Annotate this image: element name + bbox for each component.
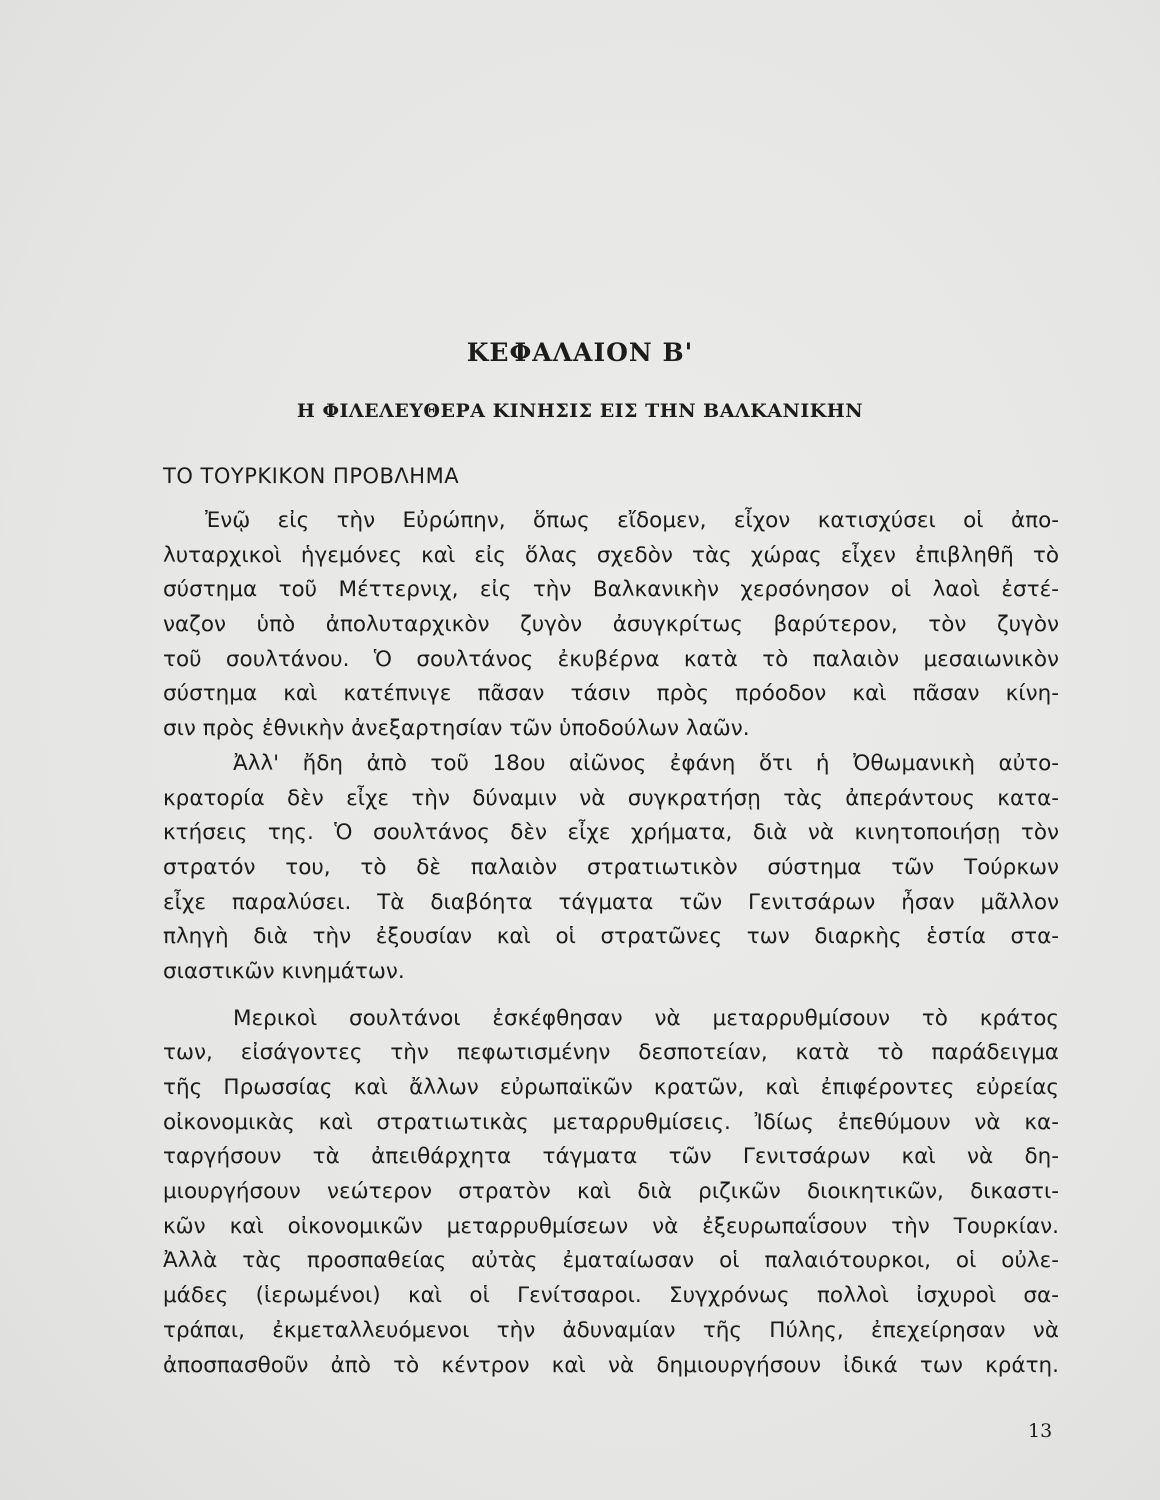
text-line: τῆς Πρωσσίας καὶ ἄλλων εὐρωπαϊκῶν κρατῶν, καὶ ἐπιφέροντες εὐρείας — [163, 1075, 1059, 1100]
text-line: κτήσεις της. Ὁ σουλτάνος δὲν εἶχε χρήματα, διὰ νὰ κινητοποιήσῃ τὸν — [163, 820, 1059, 846]
chapter-title: ΚΕΦΑΛΑΙΟΝ Β' — [466, 338, 694, 367]
text-line: κῶν καὶ οἰκονομικῶν μεταρρυθμίσεων νὰ ἐξευρωπαΐσουν τὴν Τουρκίαν. — [163, 1213, 1059, 1239]
paragraph-2 — [163, 747, 1059, 990]
text-line: οἰκονομικὰς καὶ στρατιωτικὰς μεταρρυθμίσεις. Ἰδίως ἐπεθύμουν νὰ κα- — [163, 1109, 1059, 1135]
text-line: σύστημα καὶ κατέπνιγε πᾶσαν τάσιν πρὸς πρόοδον καὶ πᾶσαν κίνη- — [163, 681, 1059, 707]
text-line: σιαστικῶν κινημάτων. — [163, 958, 405, 984]
text-line: κρατορία δὲν εἶχε τὴν δύναμιν νὰ συγκρατήσῃ τὰς ἀπεράντους κατα- — [163, 785, 1059, 811]
chapter-subtitle: Η ΦΙΛΕΛΕΥΘΕΡΑ ΚΙΝΗΣΙΣ ΕΙΣ ΤΗΝ ΒΑΛΚΑΝΙΚΗΝ — [296, 400, 864, 422]
text-line: ναζον ὑπὸ ἀπολυταρχικὸν ζυγὸν ἀσυγκρίτως βαρύτερον, τὸν ζυγὸν — [163, 612, 1059, 638]
text-line: των, εἰσάγοντες τὴν πεφωτισμένην δεσποτείαν, κατὰ τὸ παράδειγμα — [163, 1040, 1059, 1066]
text-line: εἶχε παραλύσει. Τὰ διαβόητα τάγματα τῶν Γενιτσάρων ἦσαν μᾶλλον — [163, 889, 1059, 915]
paragraph-1 — [163, 504, 1059, 747]
text-line: μιουργήσουν νεώτερον στρατὸν καὶ διὰ ριζικῶν διοικητικῶν, δικαστι- — [163, 1179, 1059, 1205]
section-heading: ΤΟ ΤΟΥΡΚΙΚΟΝ ΠΡΟΒΛΗΜΑ — [163, 464, 460, 488]
text-line: τράπαι, ἐκμεταλλευόμενοι τὴν ἀδυναμίαν τῆς Πύλης, ἐπεχείρησαν νὰ — [163, 1317, 1059, 1343]
text-line: σύστημα τοῦ Μέττερνιχ, εἰς τὴν Βαλκανικὴν χερσόνησον οἱ λαοὶ ἐστέ- — [163, 577, 1059, 603]
page-number: 13 — [1028, 1420, 1053, 1442]
text-line: σιν πρὸς ἐθνικὴν ἀνεξαρτησίαν τῶν ὑποδούλων λαῶν. — [163, 716, 750, 742]
text-line: λυταρχικοὶ ἡγεμόνες καὶ εἰς ὅλας σχεδὸν τὰς χώρας εἶχεν ἐπιβληθῆ τὸ — [163, 542, 1059, 568]
text-line: τοῦ σουλτάνου. Ὁ σουλτάνος ἐκυβέρνα κατὰ τὸ παλαιὸν μεσαιωνικὸν — [163, 646, 1059, 672]
text-line: ἀποσπασθοῦν ἀπὸ τὸ κέντρον καὶ νὰ δημιουργήσουν ἰδικά των κράτη. — [163, 1352, 1059, 1378]
paragraph-3 — [163, 1002, 1059, 1384]
text-line: Ἀλλ' ἤδη ἀπὸ τοῦ 18ου αἰῶνος ἐφάνη ὅτι ἡ Ὀθωμανικὴ αὐτο- — [233, 750, 1059, 776]
text-line: Ἐνῷ εἰς τὴν Εὐρώπην, ὅπως εἴδομεν, εἶχον κατισχύσει οἱ ἀπο- — [205, 508, 1059, 533]
body-text — [163, 504, 1059, 1383]
text-line: Ἀλλὰ τὰς προσπαθείας αὐτὰς ἐματαίωσαν οἱ παλαιότουρκοι, οἱ οὐλε- — [163, 1248, 1059, 1274]
paragraph-spacer — [163, 990, 1059, 1002]
text-line: μάδες (ἱερωμένοι) καὶ οἱ Γενίτσαροι. Συγχρόνως πολλοὶ ἰσχυροὶ σα- — [163, 1283, 1059, 1309]
text-line: στρατόν του, τὸ δὲ παλαιὸν στρατιωτικὸν σύστημα τῶν Τούρκων — [163, 854, 1059, 880]
text-line: ταργήσουν τὰ ἀπειθάρχητα τάγματα τῶν Γενιτσάρων καὶ νὰ δη- — [163, 1144, 1059, 1170]
text-line: Μερικοὶ σουλτάνοι ἐσκέφθησαν νὰ μεταρρυθμίσουν τὸ κράτος — [233, 1005, 1059, 1031]
text-line: πληγὴ διὰ τὴν ἐξουσίαν καὶ οἱ στρατῶνες των διαρκὴς ἑστία στα- — [163, 924, 1059, 950]
